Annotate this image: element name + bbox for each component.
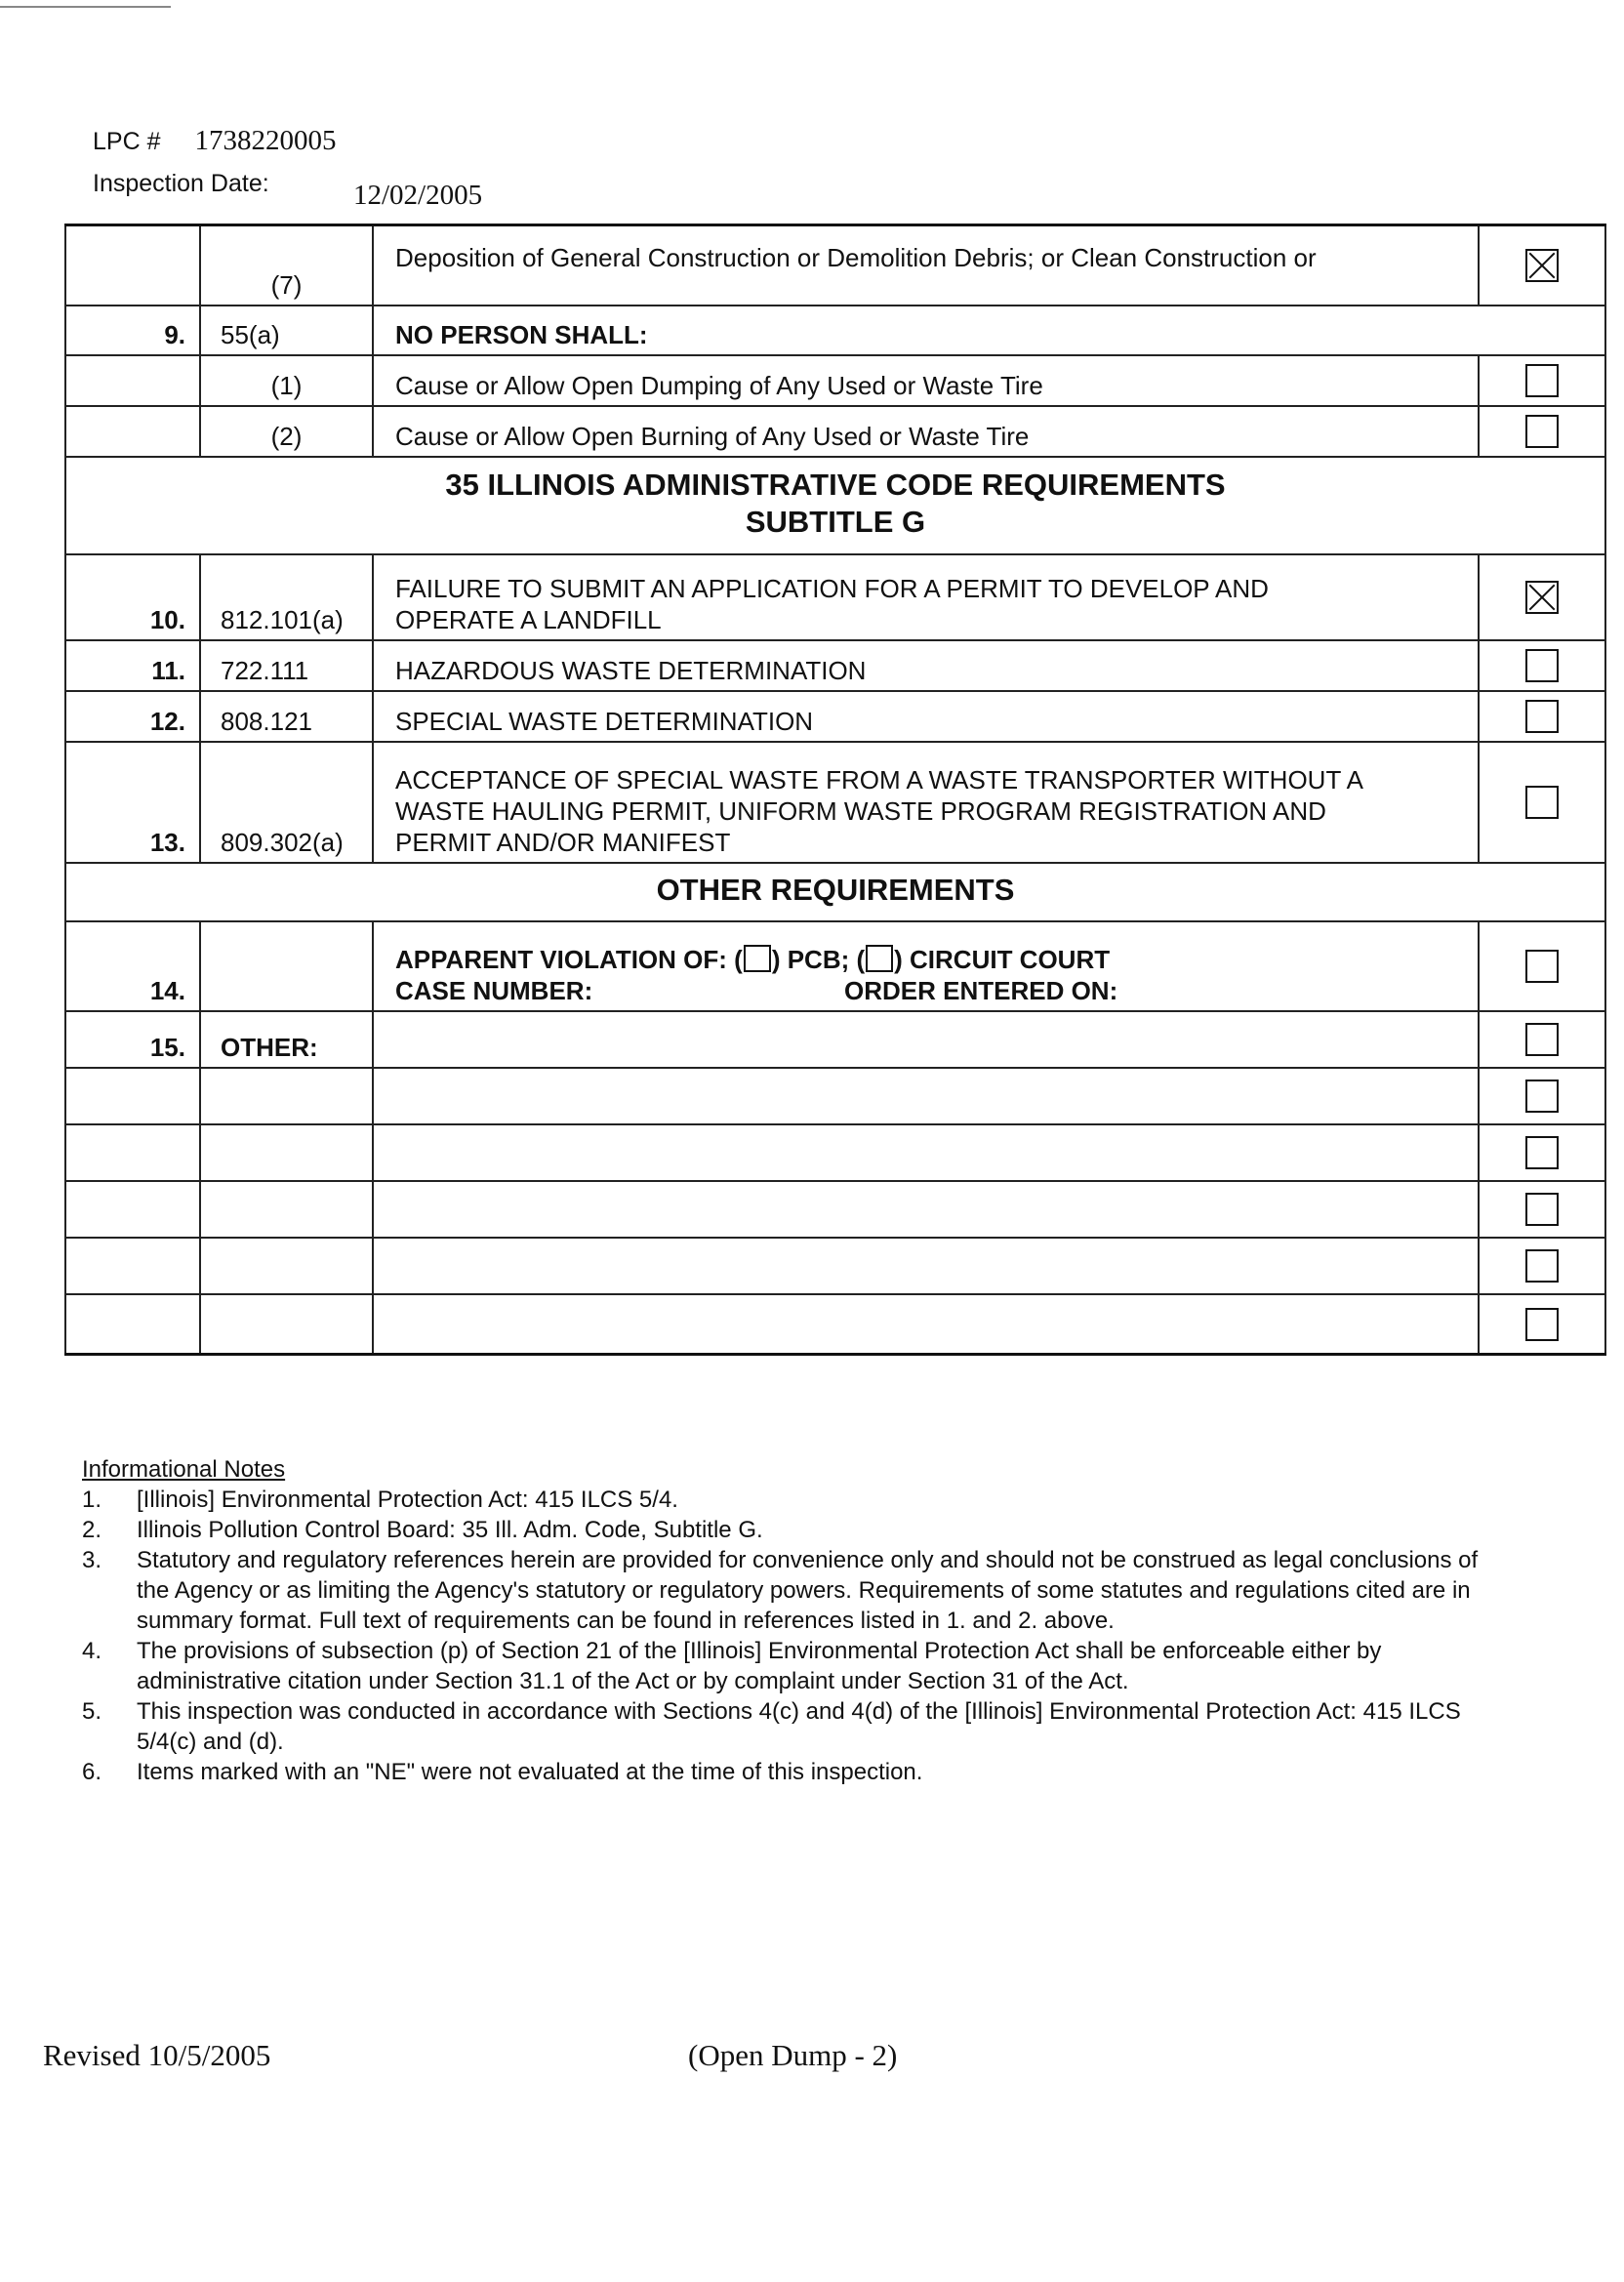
note-item [82, 1696, 1507, 1757]
row-number: 9. [65, 306, 200, 355]
table-row-14 [65, 921, 1605, 1011]
row-citation: 55(a) [200, 306, 373, 355]
note-number: 4. [82, 1638, 102, 1664]
table-row-9-1 [65, 355, 1605, 406]
note-text: The provisions of subsection (p) of Section 21 of the [Illinois] Environmental Protection Act shall be enforceable either by administrative citation under Section 31.1 of the Act or by complaint under Section 31 of the Act. [137, 1638, 1382, 1694]
other-description-field[interactable] [373, 1181, 1479, 1238]
note-item [82, 1485, 1507, 1515]
note-item [82, 1545, 1507, 1636]
description-line: WASTE HAULING PERMIT, UNIFORM WASTE PROGRAM REGISTRATION AND [395, 795, 1326, 826]
informational-notes [82, 1454, 1507, 1787]
table-row-7 [65, 225, 1605, 306]
row-citation: 722.111 [200, 640, 373, 691]
table-row-10 [65, 554, 1605, 640]
row-checkbox-cell [1479, 1238, 1605, 1294]
description-line: PERMIT AND/OR MANIFEST [395, 827, 731, 857]
inspection-date-value: 12/02/2005 [353, 180, 483, 211]
row-checkbox-cell [1479, 1124, 1605, 1181]
pcb-label: ) PCB; ( [771, 944, 866, 974]
violation-checkbox[interactable] [1525, 249, 1559, 282]
row-number: 14. [65, 921, 200, 1011]
revised-date: Revised 10/5/2005 [43, 2038, 271, 2072]
row-citation: OTHER: [200, 1011, 373, 1068]
violation-checkbox[interactable] [1525, 415, 1559, 448]
row-description: SPECIAL WASTE DETERMINATION [373, 691, 1479, 742]
row-citation [200, 1068, 373, 1124]
table-row-12 [65, 691, 1605, 742]
violation-checkbox[interactable] [1525, 1193, 1559, 1226]
row-citation: 812.101(a) [200, 554, 373, 640]
row-number: 13. [65, 742, 200, 863]
blank-row [65, 1181, 1605, 1238]
case-number-label: CASE NUMBER: [395, 975, 593, 1005]
row-checkbox-cell [1479, 921, 1605, 1011]
row-citation: 809.302(a) [200, 742, 373, 863]
apparent-violation-text: APPARENT VIOLATION OF: ( [395, 944, 743, 974]
row-number [65, 225, 200, 306]
row-checkbox-cell [1479, 554, 1605, 640]
lpc-line [93, 125, 336, 157]
blank-row [65, 1294, 1605, 1355]
violation-checkbox[interactable] [1525, 581, 1559, 614]
row-description: Deposition of General Construction or Demolition Debris; or Clean Construction or [373, 225, 1479, 306]
page-label: (Open Dump - 2) [688, 2038, 898, 2072]
notes-list [82, 1485, 1507, 1787]
note-text: Statutory and regulatory references herein are provided for convenience only and should not be construed as legal conclusions of the Agency or as limiting the Agency's statutory or regulatory powers. Requirements of some statutes and regulations cited are in summary format. Full text of requirements can be found in references listed in 1. and 2. above. [137, 1547, 1479, 1634]
notes-title: Informational Notes [82, 1456, 286, 1483]
row-number: 15. [65, 1011, 200, 1068]
row-checkbox-cell [1479, 1068, 1605, 1124]
row-description: NO PERSON SHALL: [373, 306, 1605, 355]
description-line: FAILURE TO SUBMIT AN APPLICATION FOR A PERMIT TO DEVELOP AND [395, 573, 1269, 603]
pcb-checkbox[interactable] [744, 945, 771, 972]
note-text: [Illinois] Environmental Protection Act: 415 ILCS 5/4. [137, 1487, 678, 1513]
note-number: 5. [82, 1698, 102, 1725]
note-number: 2. [82, 1517, 102, 1543]
row-citation [200, 1124, 373, 1181]
row-checkbox-cell [1479, 1181, 1605, 1238]
row-citation: (7) [200, 225, 373, 306]
note-item [82, 1515, 1507, 1545]
case-order-line [395, 975, 1466, 1006]
description-line: ACCEPTANCE OF SPECIAL WASTE FROM A WASTE TRANSPORTER WITHOUT A [395, 764, 1363, 795]
lpc-number: 1738220005 [194, 125, 337, 156]
table-row-9 [65, 306, 1605, 355]
lpc-label: LPC # [93, 128, 161, 155]
row-checkbox-cell [1479, 640, 1605, 691]
description-line: OPERATE A LANDFILL [395, 604, 662, 634]
blank-row [65, 1124, 1605, 1181]
row-number [65, 1124, 200, 1181]
violation-checkbox[interactable] [1525, 1080, 1559, 1113]
note-item [82, 1757, 1507, 1787]
row-citation [200, 1181, 373, 1238]
row-citation [200, 1238, 373, 1294]
violation-checkbox[interactable] [1525, 1023, 1559, 1056]
note-number: 1. [82, 1487, 102, 1513]
other-description-field[interactable] [373, 1238, 1479, 1294]
other-description-field[interactable] [373, 1124, 1479, 1181]
order-entered-label: ORDER ENTERED ON: [844, 975, 1118, 1005]
violation-checkbox[interactable] [1525, 786, 1559, 819]
row-checkbox-cell [1479, 742, 1605, 863]
violation-checkbox[interactable] [1525, 1308, 1559, 1341]
requirements-table [64, 224, 1606, 1356]
section-heading-row [65, 863, 1605, 921]
table-row-13 [65, 742, 1605, 863]
note-number: 6. [82, 1759, 102, 1785]
row-number [65, 1294, 200, 1355]
inspection-date-label: Inspection Date: [93, 170, 269, 197]
row-citation [200, 921, 373, 1011]
row-description [373, 921, 1479, 1011]
violation-checkbox[interactable] [1525, 649, 1559, 682]
blank-row [65, 1238, 1605, 1294]
note-item [82, 1636, 1507, 1696]
row-citation [200, 1294, 373, 1355]
note-text: This inspection was conducted in accordance with Sections 4(c) and 4(d) of the [Illinois] Environmental Protection Act: 415 ILCS 5/4(c) and (d). [137, 1698, 1461, 1755]
row-description [373, 554, 1479, 640]
violation-checkbox[interactable] [1525, 364, 1559, 397]
scan-artifact-line [0, 6, 171, 8]
row-number [65, 1181, 200, 1238]
row-number [65, 355, 200, 406]
row-number: 10. [65, 554, 200, 640]
note-text: Illinois Pollution Control Board: 35 Ill. Adm. Code, Subtitle G. [137, 1517, 763, 1543]
row-citation: (1) [200, 355, 373, 406]
note-number: 3. [82, 1547, 102, 1573]
row-description [373, 742, 1479, 863]
circuit-court-checkbox[interactable] [866, 945, 893, 972]
row-number [65, 1238, 200, 1294]
violation-checkbox[interactable] [1525, 950, 1559, 983]
row-description: HAZARDOUS WASTE DETERMINATION [373, 640, 1479, 691]
row-checkbox-cell [1479, 1011, 1605, 1068]
violation-checkbox[interactable] [1525, 700, 1559, 733]
row-number [65, 406, 200, 457]
other-description-field[interactable] [373, 1068, 1479, 1124]
section-heading-ilcode [65, 457, 1605, 554]
section-heading-row [65, 457, 1605, 554]
section-heading-other: OTHER REQUIREMENTS [65, 863, 1605, 921]
violation-checkbox[interactable] [1525, 1136, 1559, 1169]
row-number [65, 1068, 200, 1124]
row-number: 12. [65, 691, 200, 742]
row-checkbox-cell [1479, 355, 1605, 406]
apparent-violation-line [395, 944, 1466, 975]
section-heading-line-1: 35 ILLINOIS ADMINISTRATIVE CODE REQUIREMENTS [445, 467, 1226, 502]
other-description-field[interactable] [373, 1011, 1479, 1068]
section-heading-line-2: SUBTITLE G [745, 504, 926, 539]
blank-row [65, 1068, 1605, 1124]
row-number: 11. [65, 640, 200, 691]
circuit-court-label: ) CIRCUIT COURT [894, 944, 1111, 974]
row-checkbox-cell [1479, 1294, 1605, 1355]
row-checkbox-cell [1479, 225, 1605, 306]
row-description: Cause or Allow Open Burning of Any Used or Waste Tire [373, 406, 1479, 457]
row-citation: 808.121 [200, 691, 373, 742]
table-row-11 [65, 640, 1605, 691]
note-text: Items marked with an "NE" were not evaluated at the time of this inspection. [137, 1759, 923, 1785]
row-citation: (2) [200, 406, 373, 457]
inspection-date-line [93, 170, 483, 211]
table-row-9-2 [65, 406, 1605, 457]
row-description: Cause or Allow Open Dumping of Any Used or Waste Tire [373, 355, 1479, 406]
row-checkbox-cell [1479, 691, 1605, 742]
row-checkbox-cell [1479, 406, 1605, 457]
violation-checkbox[interactable] [1525, 1249, 1559, 1283]
other-description-field[interactable] [373, 1294, 1479, 1355]
table-row-15 [65, 1011, 1605, 1068]
